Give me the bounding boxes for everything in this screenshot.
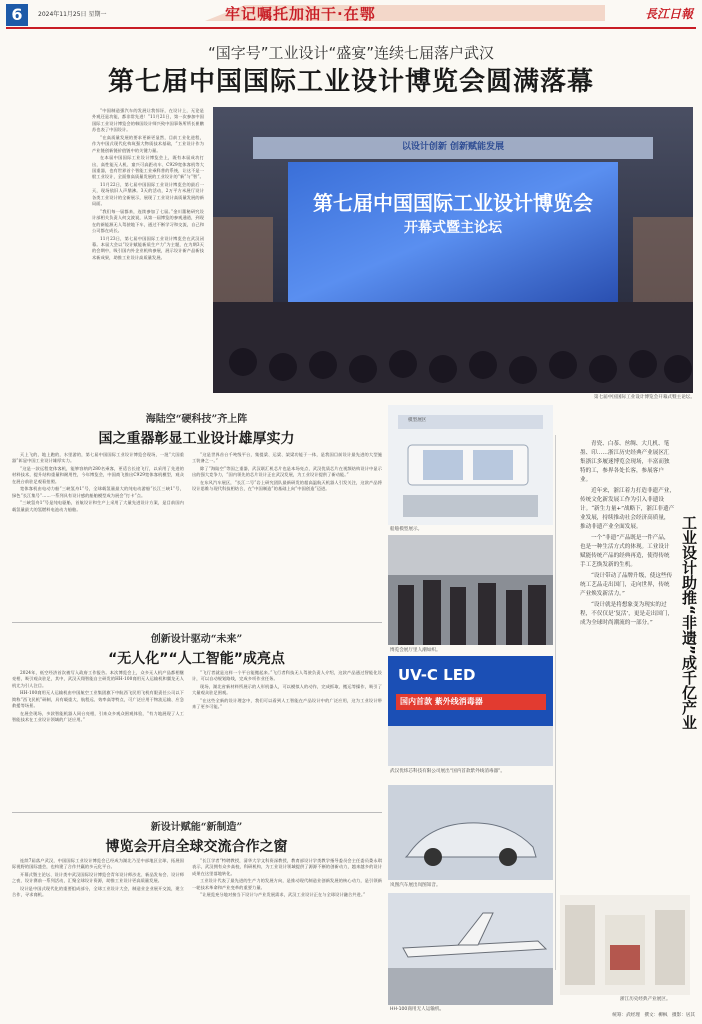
section1-col1: [12, 452, 184, 607]
section2-paragraph: 在展会现场，多款智能机器人同台亮相，引来众多观众围观体验，“有力地展现了人工智能技术在工业设计领域的广泛应用。”: [12, 710, 184, 723]
section1-paragraph: 天上飞的，地上跑的，水里游的，第七届中国国际工业设计博览会现场，一批“大国重器”彰显中国工业设计雄厚实力。: [12, 452, 184, 464]
exhibit-photo: [560, 895, 690, 995]
ship-exhibit-banner: 模型展区: [408, 418, 427, 423]
lead-paragraph: 在本届中国国际工业设计博览会上，既有本届成功打出，高性能无人机、童兴可高距动车、C929宽体客机等大国重器，也有世界首个智能工业乘科普的系统，让这不是一般工业设计，全面推高质量发展的工业设计的“新”与“智”。: [92, 155, 204, 180]
section2-paragraph: HH-100商用无人运输机由中国航空工业集团旗下中航西飞民用飞机有限责任公司以下简称“西飞民机”研制，具有载重大、航程远、效率高等特点，可广泛应用于物流运输、应急救援等场景。: [12, 690, 184, 709]
crowd-photo: [388, 535, 553, 645]
side-paragraph: 近年来，浙江着力打造非遗产业，传统文化新发展工作为引入非遗设计。“新生力量+”战略下，浙江非遗产业发展，持续推动社会经济高质量，推动非遗产业全面发展。: [580, 488, 675, 530]
section1-title: 国之重器彰显工业设计雄厚实力: [98, 431, 295, 447]
section2-paragraph: “在这些全新的设计理念中，我们可以看到人工智能在产品设计中的广泛应用，这为工业设计带来了更多可能。”: [192, 698, 382, 710]
uv-photo: [388, 656, 553, 766]
section2-kicker: 创新设计驱动“未来”: [150, 634, 243, 645]
plane-photo: [388, 893, 553, 1005]
side-paragraph: 一个“非遗”产品既是一件产品，也是一种生活方式的体现。工业设计赋能传统产品的经典再造，使得传统手工艺焕发新的生机。: [580, 535, 670, 568]
newspaper-logo: 長江日報: [645, 7, 694, 21]
section3-paragraph: 设计是中国式现代化的重要组成部分，全球工业设计大会，制造业企业展开交流，建立合作，寻求商机。: [12, 886, 184, 898]
plane-caption: HH-100商用无人运输机。: [390, 1007, 445, 1012]
ship-photo: [388, 405, 553, 525]
main-headline: 第七届中国国际工业设计博览会圆满落幕: [107, 67, 594, 97]
side-paragraph: “设计带动了品牌升级，使这些传统工艺品走出国门，走向世界，传统产业焕发新活力。”: [580, 573, 673, 597]
zhejiang-exhibit-image: [560, 895, 690, 995]
issue-date: 2024年11月25日 星期一: [38, 11, 107, 18]
ship-caption: 船舶模型展示。: [390, 527, 423, 532]
side-article: [580, 440, 675, 630]
section3-paragraph: 开幕式暨主论坛、设计类中武汉国际设计博览会青年设计师沙龙、新品发布会、设计师之夜、设计赛前一系列活动，汇聚全球设计资源，助推工业设计更高质量发展。: [12, 872, 184, 884]
section1-paragraph: 除了“海陆空”等国之重器，武汉联汇机芯片也是本场亮点，武汉优质芯片在视频结构设计中显示出的强大竞争力，“国内领先的芯片设计正在武汉发展，为工业设计提供了新动能。”: [192, 466, 382, 478]
section3-paragraph: “让展览充分地对接当下设计与产业发展需求，武汉工业设计正在与全球设计融合共进。”: [200, 892, 366, 898]
lead-paragraph: 11月23日，第七届中国国际工业设计博览会在武汉闭幕。本届大会以“设计赋能新质生产力”为主题，在为期3天的会期中，吸引国内外企业机构参展，展示设计新产品新技术新成果，助推工业设计高质量发展。: [92, 235, 204, 260]
page-header: [0, 0, 702, 30]
lead-paragraph: “中国制造强汽车的发展让我惊讶，在设计上，无论是外观还是功能，都非常先进！”11月21日，第一次参加中国国际工业设计博览会的韩国设计师兴致中国事务所所长崔鹏苏也表了中国设计。: [92, 108, 204, 133]
credits: 统筹：武经理 撰文：柳枫 摄影：居其: [612, 1013, 695, 1018]
section2-col2: [192, 670, 382, 800]
section2-paragraph: 现场，湖北省新材料所展示的人形机器人，可以模拟人的动作，完成抓取、搬运等操作，吸引了大量观众驻足围观。: [192, 684, 382, 696]
section2-title: “无人化”“人工智能”成亮点: [108, 651, 285, 667]
section3-paragraph: “长江学者”特聘教授，清华大学文科资深教授，教育部设计学类教学指导委员会主任委员娄永琪表示，武汉拥有众多高校，科研机构，为工业设计领域提供了源源不断的创新动力，越来越多的设计成果在这里落地转化。: [192, 858, 382, 876]
section3-title: 博览会开启全球交流合作之窗: [105, 839, 288, 855]
section-title: 牢记嘱托加油干·在鄂: [225, 5, 376, 23]
stage-screen-subtitle: 开幕式暨主论坛: [404, 220, 502, 236]
section2-paragraph: 2024年，低空经济首次被写入政府工作报告。本次博览会上，众多无人机产品都相继亮相，吸引观众驻足，其中，武汉天翔智能自主研发的HH-100商用无人运输机和翼龙无人机尤为引人注目。: [12, 670, 184, 688]
section-divider: [12, 812, 382, 813]
section3-paragraph: 连续7届落户武汉，中国国际工业设计博览会已经成为湖北乃至中部地区全球，拓展国际视野的国际盛会，也构建了合作共赢的多元化平台。: [12, 858, 184, 870]
page-number: 6: [6, 4, 28, 26]
section3-paragraph: 工业设计代表了最先进的生产力的发展方向，是推动现代制造业创新发展的核心动力，是引领新一轮技术革命和产业变革的重要力量。: [192, 878, 382, 890]
header-rule: [6, 27, 696, 29]
lead-article: [92, 108, 204, 393]
main-photo: [213, 107, 693, 393]
voyah-car-image: [388, 785, 553, 880]
stage-banner: 以设计创新 创新赋能发展: [401, 142, 505, 152]
uv-booth-title: UV-C LED: [398, 666, 476, 684]
section1-paragraph: “这是世界首台千吨级平台，集提梁、运梁、架梁功能于一体，是我国目前设计最先进的大型施工装备之一。”: [192, 452, 382, 464]
section1-kicker: 海陆空“硬科技”齐上阵: [145, 414, 248, 425]
stage-screen-title: 第七届中国国际工业设计博览会: [313, 191, 593, 215]
car-photo: [388, 785, 553, 880]
lead-paragraph: “在高质量发展的要求更新更显然，目前工业化进程，作为中国式现代化构筑强大物质技术基础，“工业设计作为产业链创新链价值链中的关键力量。: [92, 134, 204, 153]
side-paragraph: “设计就是将想象变为现实的过程，不仅仅是‘复活’，更是走出国门，成为全球时尚潮流的一部分。”: [580, 602, 674, 626]
section1-col2: [192, 452, 382, 607]
section1-paragraph: 在东风汽车展区，“长江二号”岩上研究团队最新研发的超高温航天机器人引发关注，这款产品将设计思维与现代科技相结合，在“中国制造”的基础上向“中国创造”迈进。: [192, 480, 382, 492]
uv-caption: 武汉优炜芯科技有限公司展出“国内首款紫外线消毒器”。: [390, 769, 506, 774]
section1-paragraph: “这是一款远程宽体客机，能够容纳约280名乘客，更适合长途飞行，以采用了先进的材料技术，提升结构重量和耐用性，今年博览会，中国商飞推出C929宽体客机模型，观众在展台前驻足观看拍照。: [12, 466, 184, 484]
section3-kicker: 新设计赋能“新制造”: [150, 822, 243, 833]
exhibit-caption: 浙江历史经典产业展区。: [620, 997, 671, 1002]
section2-paragraph: “飞行者就是这样一个平台能搬起来。”飞行者科技无人驾驶负责人介绍，这款产品通过智能化设计，可以自动规划路线，完成多项作业任务。: [192, 670, 382, 682]
section-divider: [12, 622, 382, 623]
section1-paragraph: 宽体客机由电动力船“三峡氢舟1”号，全球载氢量最大的纯电动游船“长江三峡1”号，绿色“长江集号”……一系列具有设计感的船舶模型成为展会“打卡”点。: [12, 486, 184, 498]
section2-col1: [12, 670, 184, 800]
lead-paragraph: “我们每一届都来，连续参加了七届。”金川董秘研究设计部相关负责人何文波说，从第一届博览的参观通道，到现在的新能源无人驾驶地下车，通过不断学习和交流，自己和公司都在成长。: [92, 208, 204, 234]
crowd-caption: 博览会展厅里人潮如织。: [390, 648, 441, 653]
side-title: 工业设计助推“非遗”成千亿产业: [680, 515, 698, 730]
headline-kicker: “国字号”工业设计“盛宴”连续七届落户武汉: [207, 44, 495, 62]
cargo-drone-image: [388, 893, 553, 1005]
exhibition-crowd-image: [388, 535, 553, 645]
uv-booth-subtitle: 国内首款 紫外线消毒器: [400, 697, 483, 706]
car-caption: 岚图汽车展出岚图知音。: [390, 883, 441, 888]
lead-paragraph: 11月22日，第七届中国国际工业设计博览会的最后一天，现场依旧人声鼎沸。3天的活动，2万平方米展厅设计各类工业设计的全新展示，展现了工业设计高质量发展的新局面。: [92, 182, 204, 207]
section3-col2: [192, 858, 382, 1006]
side-paragraph: 青瓷、白茶、丝绸、大几机、笔墨、印……浙江历史经典产业展区汇集浙江多履迷博览会现场，丰富而独特的工，参界各处长客，参展客户业。: [580, 441, 670, 483]
main-photo-caption: 第七届中国国际工业设计博览会开幕式暨主论坛。: [593, 395, 695, 400]
section3-col1: [12, 858, 184, 1006]
section1-paragraph: “三峡氢舟1”号是纯电驱船，首航设计和生产上采用了大量先进设计方案，是目前国内载氢量最大的氢燃料电池动力船舶。: [12, 500, 184, 512]
ship-model-image: [388, 405, 553, 525]
